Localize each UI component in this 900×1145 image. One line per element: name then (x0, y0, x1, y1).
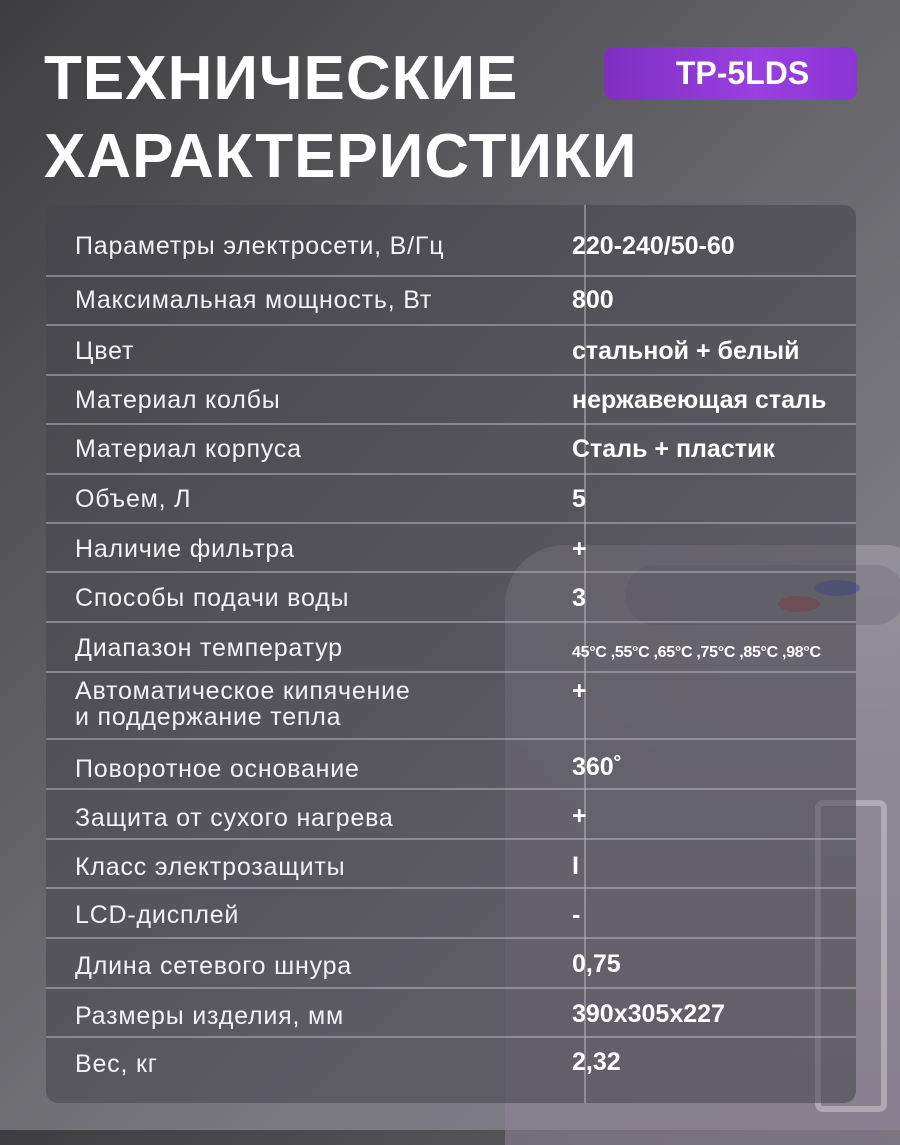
spec-row (46, 790, 856, 840)
spec-row (46, 989, 856, 1038)
spec-value: + (572, 802, 587, 830)
spec-row (46, 673, 856, 740)
spec-label: Материал колбы (75, 386, 281, 414)
spec-value: 360˚ (572, 753, 623, 781)
spec-label: Размеры изделия, мм (75, 1002, 344, 1030)
spec-label: Параметры электросети, В/Гц (75, 232, 445, 260)
spec-label: Наличие фильтра (75, 535, 295, 563)
spec-label: LCD-дисплей (75, 901, 240, 929)
spec-row (46, 277, 856, 326)
spec-label: Диапазон температур (75, 634, 343, 662)
spec-label-line-1: Автоматическое кипячение (75, 677, 411, 705)
spec-row (46, 939, 856, 989)
spec-row (46, 623, 856, 673)
spec-row (46, 740, 856, 790)
spec-label (75, 678, 411, 730)
spec-row (46, 205, 856, 277)
spec-table (46, 205, 856, 1103)
spec-label: Класс электрозащиты (75, 853, 346, 881)
title-line-1: ТЕХНИЧЕСКИЕ (44, 44, 519, 113)
spec-value: 3 (572, 584, 586, 612)
spec-label: Поворотное основание (75, 755, 360, 783)
title-line-2: ХАРАКТЕРИСТИКИ (44, 122, 638, 191)
spec-row (46, 840, 856, 889)
spec-row (46, 326, 856, 376)
spec-label: Защита от сухого нагрева (75, 804, 394, 832)
model-badge: TP-5LDS (604, 47, 857, 100)
spec-value: 45°C ,55°C ,65°C ,75°C ,85°C ,98°C (572, 644, 821, 661)
spec-row (46, 889, 856, 939)
spec-value: 5 (572, 485, 586, 513)
spec-row (46, 573, 856, 623)
spec-value: Сталь + пластик (572, 435, 775, 463)
spec-label: Максимальная мощность, Вт (75, 286, 433, 314)
spec-value: 220-240/50-60 (572, 232, 735, 260)
spec-value: + (572, 535, 587, 563)
spec-label: Объем, Л (75, 485, 192, 513)
spec-row (46, 524, 856, 573)
spec-value: 390x305x227 (572, 1000, 725, 1028)
spec-value: нержавеющая сталь (572, 386, 827, 414)
spec-value: 0,75 (572, 950, 621, 978)
spec-row (46, 475, 856, 524)
spec-value: стальной + белый (572, 337, 800, 365)
spec-row (46, 1038, 856, 1103)
spec-row (46, 376, 856, 425)
spec-label-line-2: и поддержание тепла (75, 703, 342, 731)
spec-value: 2,32 (572, 1048, 621, 1076)
spec-value: + (572, 677, 587, 705)
spec-label: Материал корпуса (75, 435, 302, 463)
spec-row (46, 425, 856, 475)
spec-label: Вес, кг (75, 1050, 158, 1078)
spec-label: Цвет (75, 337, 135, 365)
spec-label: Длина сетевого шнура (75, 952, 352, 980)
page-title (44, 40, 637, 196)
spec-value: I (572, 852, 579, 880)
spec-value: - (572, 901, 581, 929)
spec-value: 800 (572, 286, 614, 314)
spec-label: Способы подачи воды (75, 584, 350, 612)
